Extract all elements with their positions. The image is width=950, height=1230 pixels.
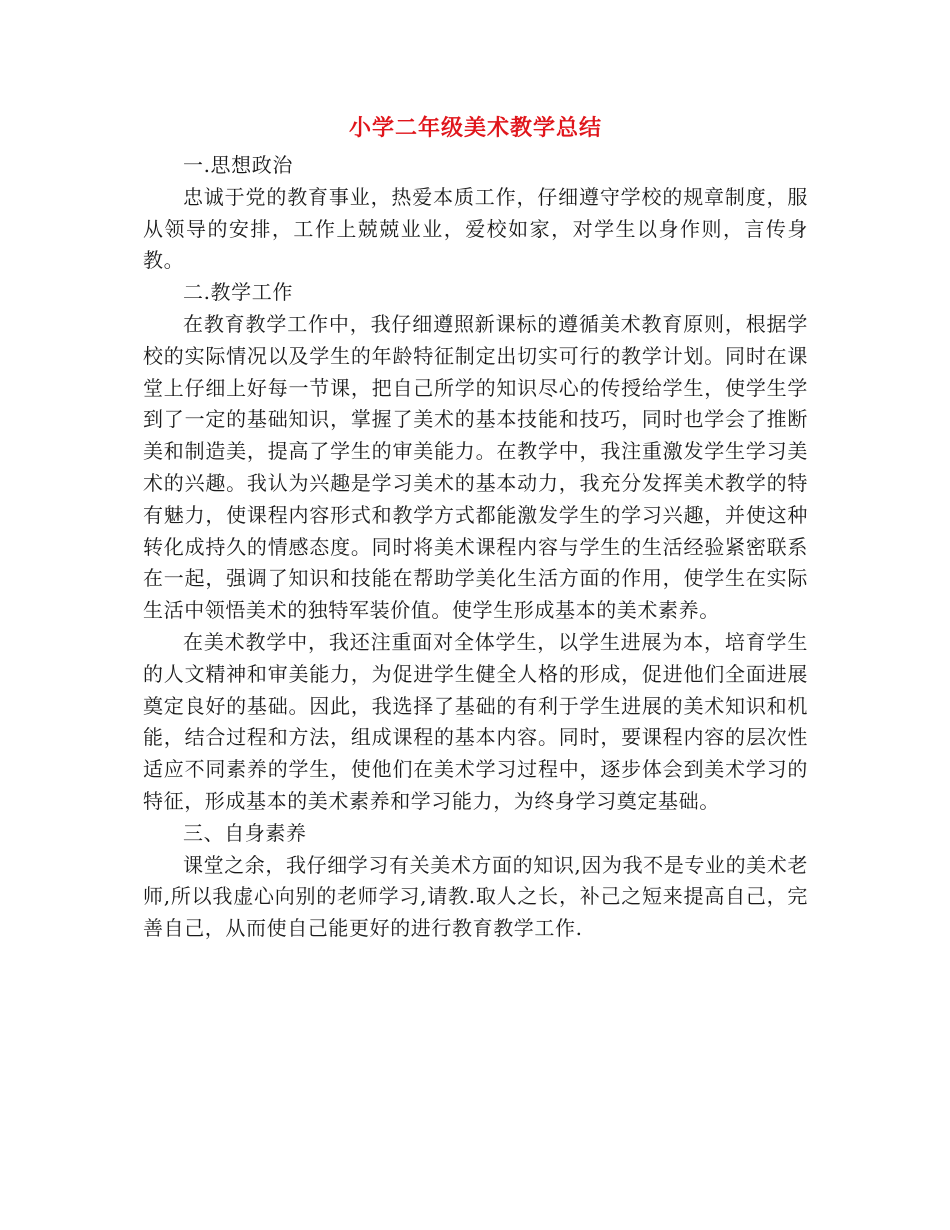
document-content [143, 108, 808, 945]
section-heading-self-quality: 三、自身素养 [183, 820, 307, 845]
paragraph-teaching-1: 在教育教学工作中，我仔细遵照新课标的遵循美术教育原则，根据学校的实际情况以及学生的年龄特征制定出切实可行的教学计划。同时在课堂上仔细上好每一节课，把自己所学的知识尽心的传授给学生，使学生学到了一定的基础知识，掌握了美术的基本技能和技巧，同时也学会了推断美和制造美，提高了学生的审美能力。在教学中，我注重激发学生学习美术的兴趣。我认为兴趣是学习美术的基本动力，我充分发挥美术教学的特有魅力，使课程内容形式和教学方式都能激发学生的学习兴趣，并使这种转化成持久的情感态度。同时将美术课程内容与学生的生活经验紧密联系在一起，强调了知识和技能在帮助学美化生活方面的作用，使学生在实际生活中领悟美术的独特军装价值。使学生形成基本的美术素养。 [143, 311, 808, 623]
section-heading-teaching: 二.教学工作 [183, 280, 293, 305]
paragraph-ideology: 忠诚于党的教育事业，热爱本质工作，仔细遵守学校的规章制度，服从领导的安排，工作上兢兢业业，爱校如家，对学生以身作则，言传身教。 [143, 184, 808, 273]
document-title: 小学二年级美术教学总结 [348, 115, 602, 141]
paragraph-self-quality: 课堂之余，我仔细学习有关美术方面的知识,因为我不是专业的美术老师,所以我虚心向别的老师学习,请教.取人之长，补己之短来提高自己，完善自己，从而使自己能更好的进行教育教学工作. [143, 852, 808, 941]
section-heading-ideology: 一.思想政治 [183, 153, 293, 177]
paragraph-teaching-2: 在美术教学中，我还注重面对全体学生，以学生进展为本，培育学生的人文精神和审美能力，为促进学生健全人格的形成，促进他们全面进展奠定良好的基础。因此，我选择了基础的有利于学生进展的美术知识和机能，结合过程和方法，组成课程的基本内容。同时，要课程内容的层次性适应不同素养的学生，使他们在美术学习过程中，逐步体会到美术学习的特征，形成基本的美术素养和学习能力，为终身学习奠定基础。 [143, 629, 808, 813]
